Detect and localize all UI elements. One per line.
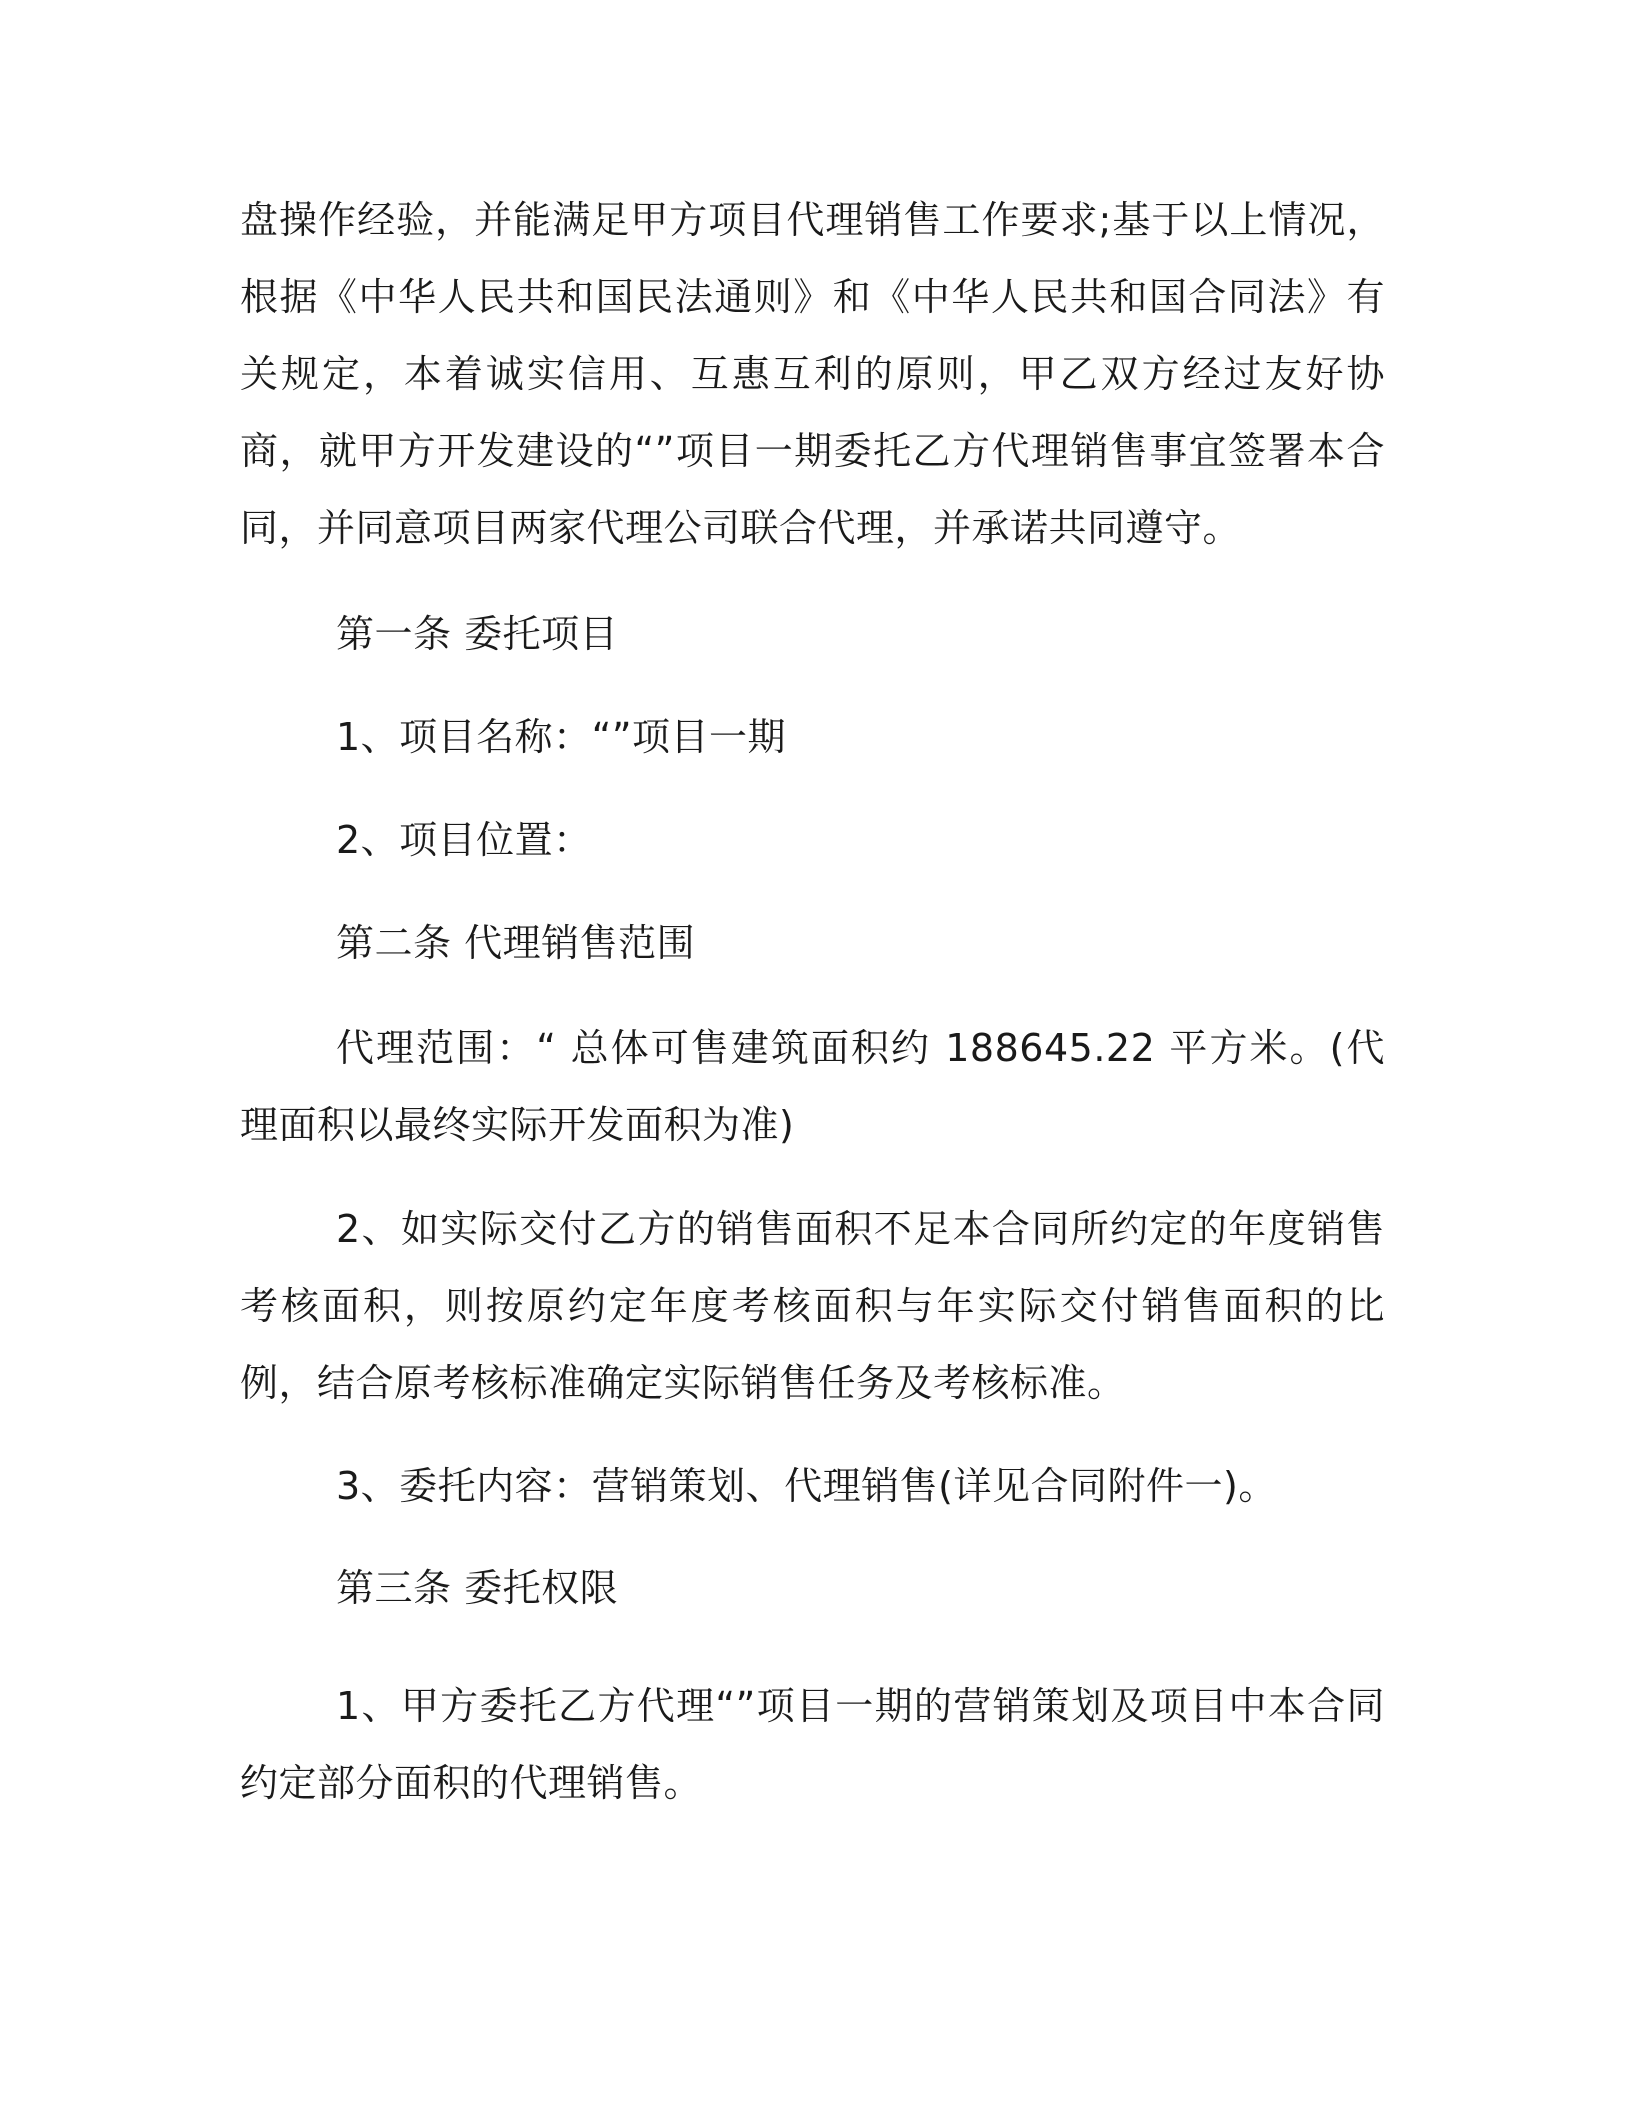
paragraph-text: 盘操作经验，并能满足甲方项目代理销售工作要求;基于以上情况，根据《中华人民共和国民法通则》和《中华人民共和国合同法》有关规定，本着诚实信用、互惠互利的原则，甲乙双方经过友好协商，就甲方开发建设的“”项目一期委托乙方代理销售事宜签署本合同，并同意项目两家代理公司联合代理，并承诺共同遵守。 (240, 198, 1385, 550)
item-text: 3、委托内容：营销策划、代理销售(详见合同附件一)。 (336, 1464, 1277, 1508)
sales-area-adjustment-paragraph (240, 1191, 1385, 1422)
paragraph-text: 代理范围：“ 总体可售建筑面积约 188645.22 平方米。(代理面积以最终实际开发面积为准) (240, 1026, 1385, 1147)
agency-scope-paragraph (240, 1010, 1385, 1164)
commission-content-item (240, 1448, 1385, 1525)
article-2-heading (240, 905, 1385, 982)
heading-text: 第三条 委托权限 (336, 1566, 619, 1610)
paragraph-text: 2、如实际交付乙方的销售面积不足本合同所约定的年度销售考核面积，则按原约定年度考核面积与年实际交付销售面积的比例，结合原考核标准确定实际销售任务及考核标准。 (240, 1207, 1385, 1405)
authority-item (240, 1668, 1385, 1822)
item-text: 2、项目位置： (336, 818, 592, 862)
item-text: 1、甲方委托乙方代理“”项目一期的营销策划及项目中本合同约定部分面积的代理销售。 (240, 1684, 1385, 1805)
article-3-heading (240, 1550, 1385, 1627)
paragraph-continuation (240, 182, 1385, 567)
heading-text: 第二条 代理销售范围 (336, 921, 696, 965)
project-name-item (240, 699, 1385, 776)
article-1-heading (240, 596, 1385, 673)
heading-text: 第一条 委托项目 (336, 612, 619, 656)
item-text: 1、项目名称：“”项目一期 (336, 715, 787, 759)
project-location-item (240, 802, 1385, 879)
